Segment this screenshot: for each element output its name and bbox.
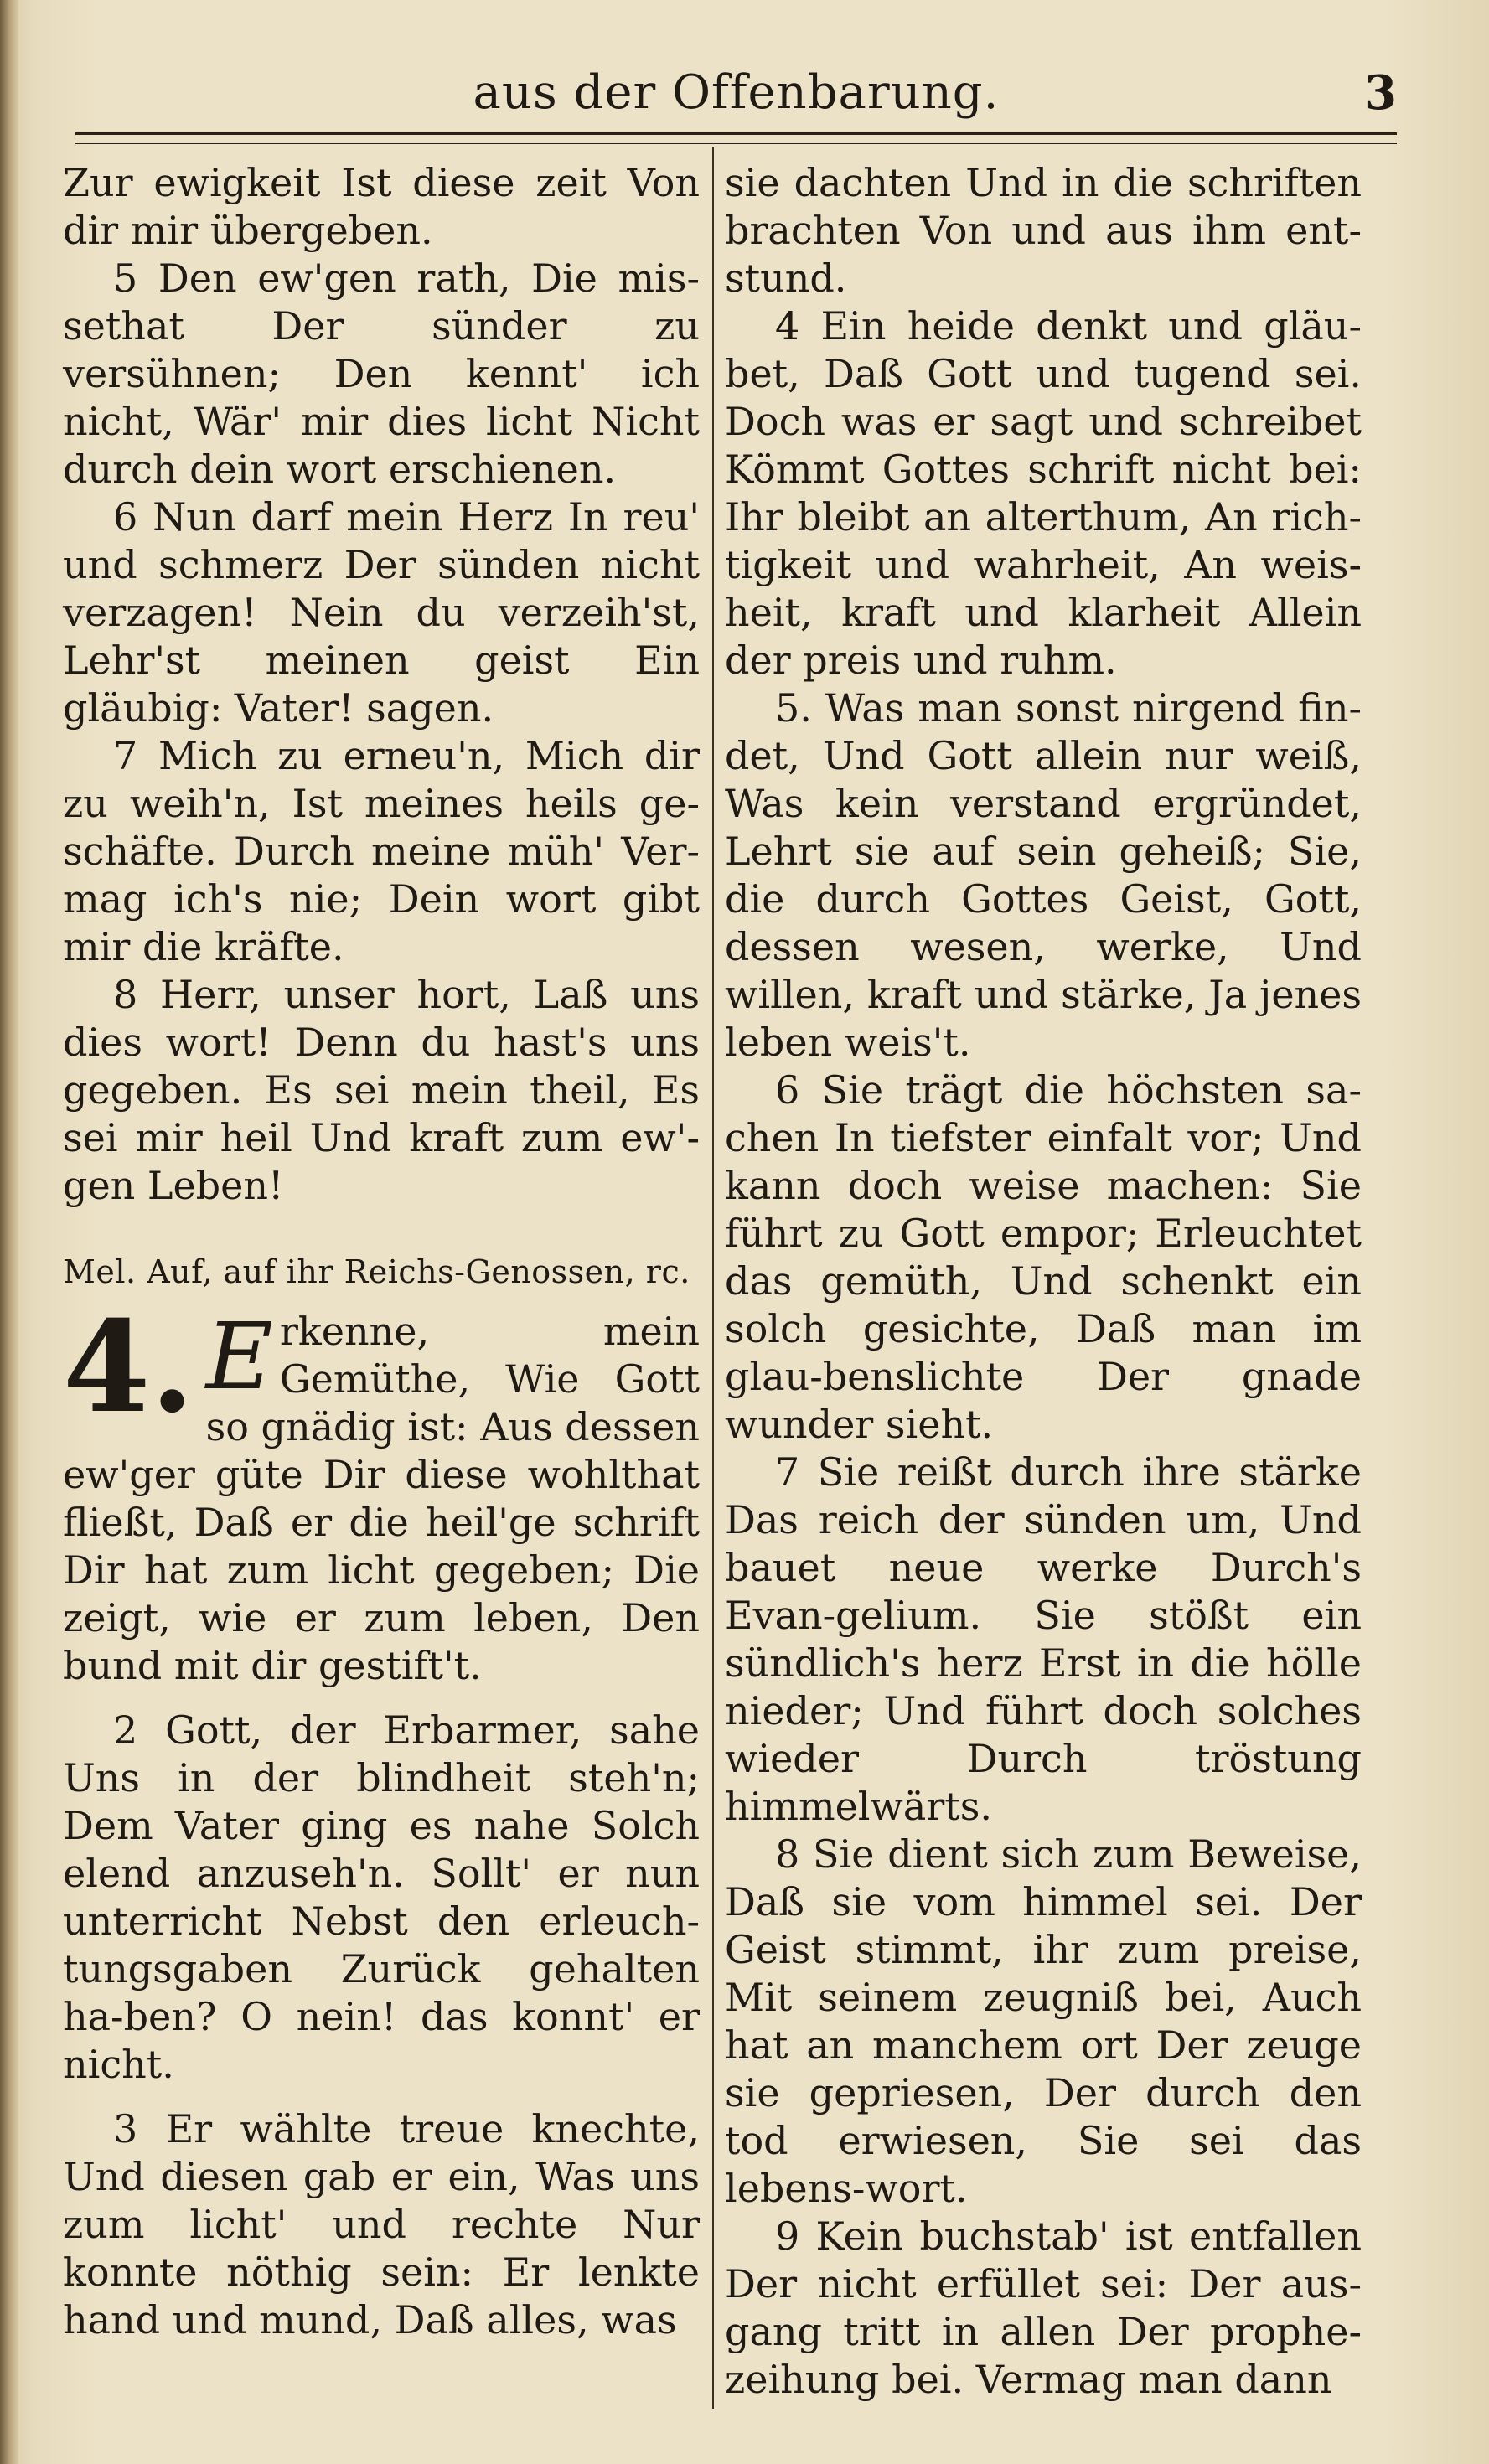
verse-text: 6 Nun darf mein Herz In reu' und schmerz Der sünden nicht verzagen! Nein du verzeih'st, Lehr'st meinen geist Ein gläubig: Vater! sagen. [63,494,700,731]
hymn-4-start [63,1294,700,1690]
left-column [63,159,700,2344]
verse-text: 5. Was man sonst nirgend fin-det, Und Gott allein nur weiß, Was kein verstand ergründet, Lehrt sie auf sein geheiß; Sie, die durch Gottes Geist, Gott, dessen wesen, werke, Und willen, kraft und stärke, Ja jenes leben weis't. [725,685,1362,1065]
page-number: 3 [1364,65,1397,121]
verse-text: 8 Herr, unser hort, Laß uns dies wort! Denn du hast's uns gegeben. Es sei mein theil, Es sei mir heil Und kraft zum ew'-gen Leben! [63,972,700,1208]
verse-text: Zur ewigkeit Ist diese zeit Von dir mir übergeben. [63,160,700,253]
header-rule [75,132,1397,144]
page-header [75,59,1397,134]
verse-text: sie dachten Und in die schriften brachten Von und aus ihm ent-stund. [725,160,1362,301]
hymn-number: 4. [63,1294,194,1441]
verse-text: 7 Mich zu erneu'n, Mich dir zu weih'n, Ist meines heils ge-schäfte. Durch meine müh' Ver-mag ich's nie; Dein wort gibt mir die kräfte. [63,733,700,969]
book-binding-edge [0,0,18,2464]
column-divider [712,147,714,2409]
verse-text: 5 Den ew'gen rath, Die mis-sethat Der sünder zu versühnen; Den kennt' ich nicht, Wär' mir dies licht Nicht durch dein wort erschienen. [63,256,700,492]
verse-text: 6 Sie trägt die höchsten sa-chen In tiefster einfalt vor; Und kann doch weise machen: Sie führt zu Gott empor; Erleuchtet das gemüth, Und schenkt ein solch gesichte, Daß man im glau-benslichte Der gnade wunder sieht. [725,1067,1362,1447]
verse-text: 4 Ein heide denkt und gläu-bet, Daß Gott und tugend sei. Doch was er sagt und schreibet Kömmt Gottes schrift nicht bei: Ihr bleibt an alterthum, An rich-tigkeit und wahrheit, An weis-heit, kraft und klarheit Allein der preis und ruhm. [725,303,1362,683]
verse-text: rkenne, mein Gemüthe, Wie Gott so gnädig ist: Aus dessen ew'ger güte Dir diese wohlthat fließt, Daß er die heil'ge schrift Dir hat zum licht gegeben; Die zeigt, wie er zum leben, Den bund mit dir gestift't. [63,1309,700,1688]
verse-text: 8 Sie dient sich zum Beweise, Daß sie vom himmel sei. Der Geist stimmt, ihr zum preise, Mit seinem zeugniß bei, Auch hat an manchem ort Der zeuge sie gepriesen, Der durch den tod erwiesen, Sie sei das lebens-wort. [725,1831,1362,2211]
drop-cap: E [205,1303,273,1410]
verse-text: 3 Er wählte treue knechte, Und diesen gab er ein, Was uns zum licht' und rechte Nur konnte nöthig sein: Er lenkte hand und mund, Daß alles, was [63,2106,700,2343]
verse-text: 2 Gott, der Erbarmer, sahe Uns in der blindheit steh'n; Dem Vater ging es nahe Solch elend anzuseh'n. Sollt' er nun unterricht Nebst den erleuch-tungsgaben Zurück gehalten ha-ben? O nein! das konnt' er nicht. [63,1707,700,2087]
right-column [725,159,1362,2404]
running-title: aus der Offenbarung. [473,65,1000,120]
verse-text: 9 Kein buchstab' ist entfallen Der nicht erfüllet sei: Der aus-gang tritt in allen Der prophe-zeihung bei. Vermag man dann [725,2213,1362,2402]
melody-line: Mel. Auf, auf ihr Reichs-Genossen, rc. [63,1253,690,1290]
verse-text: 7 Sie reißt durch ihre stärke Das reich der sünden um, Und bauet neue werke Durch's Evan-gelium. Sie stößt ein sündlich's herz Erst in die hölle nieder; Und führt doch solches wieder Durch tröstung himmelwärts. [725,1449,1362,1829]
